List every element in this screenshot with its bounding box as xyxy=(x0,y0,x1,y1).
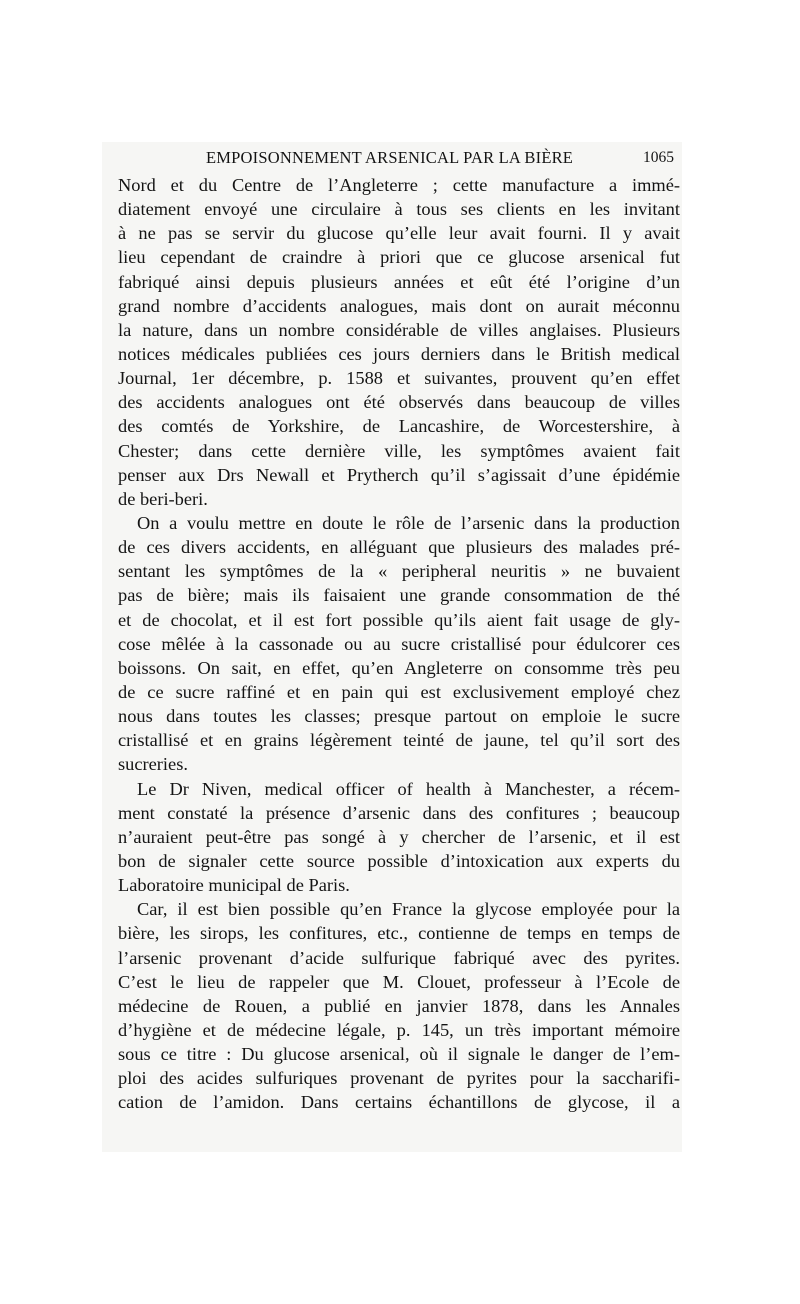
text-line: des comtés de Yorkshire, de Lancashire, de Worcestershire, à xyxy=(118,416,680,437)
text-line: Chester; dans cette dernière ville, les symptômes avaient fait xyxy=(118,440,680,461)
text-line: cose mêlée à la cassonade ou au sucre cristallisé pour édulcorer ces xyxy=(118,633,680,654)
text-line: Le Dr Niven, medical officer of health à Manchester, a récem- xyxy=(137,778,680,799)
text-line: sentant les symptômes de la « peripheral neuritis » ne buvaient xyxy=(118,561,680,582)
text-line: notices médicales publiées ces jours derniers dans le British medical xyxy=(118,343,680,364)
text-line: nous dans toutes les classes; presque partout on emploie le sucre xyxy=(118,706,680,727)
text-line: d’hygiène et de médecine légale, p. 145, un très important mémoire xyxy=(118,1019,680,1040)
text-line: Nord et du Centre de l’Angleterre ; cette manufacture a immé- xyxy=(118,175,680,195)
text-line: lieu cependant de craindre à priori que ce glucose arsenical fut xyxy=(118,247,680,268)
text-line: n’auraient peut-être pas songé à y chercher de l’arsenic, et il est xyxy=(118,826,680,847)
text-line: ploi des acides sulfuriques provenant de pyrites pour la saccharifi- xyxy=(118,1068,680,1089)
text-line: sucreries. xyxy=(118,754,188,775)
body-text xyxy=(118,173,680,1114)
running-head xyxy=(102,146,682,172)
text-line: des accidents analogues ont été observés dans beaucoup de villes xyxy=(118,392,680,413)
text-line: Journal, 1er décembre, p. 1588 et suivantes, prouvent qu’en effet xyxy=(118,368,680,389)
text-line: boissons. On sait, en effet, qu’en Angleterre on consomme très peu xyxy=(118,657,680,678)
text-line: diatement envoyé une circulaire à tous ses clients en les invitant xyxy=(118,199,680,220)
text-line: bon de signaler cette source possible d’intoxication aux experts du xyxy=(118,850,680,871)
paragraph xyxy=(118,511,680,777)
text-line: ment constaté la présence d’arsenic dans des confitures ; beaucoup xyxy=(118,802,680,823)
text-line: cation de l’amidon. Dans certains échantillons de glycose, il a xyxy=(118,1092,680,1113)
paragraph xyxy=(118,897,680,1114)
text-line: de beri-beri. xyxy=(118,488,208,509)
text-line: la nature, dans un nombre considérable de villes anglaises. Plusieurs xyxy=(118,319,680,340)
text-line: Car, il est bien possible qu’en France la glycose employée pour la xyxy=(137,899,680,920)
book-page xyxy=(102,142,682,1152)
text-line: On a voulu mettre en doute le rôle de l’arsenic dans la production xyxy=(137,512,680,533)
text-line: pas de bière; mais ils faisaient une grande consommation de thé xyxy=(118,585,680,606)
text-line: Laboratoire municipal de Paris. xyxy=(118,875,350,896)
text-line: penser aux Drs Newall et Prytherch qu’il s’agissait d’une épidémie xyxy=(118,464,680,485)
text-line: médecine de Rouen, a publié en janvier 1878, dans les Annales xyxy=(118,995,680,1016)
paragraph xyxy=(118,173,680,511)
running-title: EMPOISONNEMENT ARSENICAL PAR LA BIÈRE xyxy=(206,148,574,167)
text-line: de ces divers accidents, en alléguant que plusieurs des malades pré- xyxy=(118,537,680,558)
text-line: et de chocolat, et il est fort possible qu’ils aient fait usage de gly- xyxy=(118,609,680,630)
text-line: de ce sucre raffiné et en pain qui est exclusivement employé chez xyxy=(118,681,680,702)
text-line: sous ce titre : Du glucose arsenical, où il signale le danger de l’em- xyxy=(118,1044,680,1065)
text-line: cristallisé et en grains légèrement teinté de jaune, tel qu’il sort des xyxy=(118,730,680,751)
paragraph xyxy=(118,777,680,898)
text-line: bière, les sirops, les confitures, etc., contienne de temps en temps de xyxy=(118,923,680,944)
text-line: C’est le lieu de rappeler que M. Clouet, professeur à l’Ecole de xyxy=(118,971,680,992)
text-line: fabriqué ainsi depuis plusieurs années et eût été l’origine d’un xyxy=(118,271,680,292)
text-line: l’arsenic provenant d’acide sulfurique fabriqué avec des pyrites. xyxy=(118,947,680,968)
page-number: 1065 xyxy=(643,149,674,166)
text-line: à ne pas se servir du glucose qu’elle leur avait fourni. Il y avait xyxy=(118,223,680,244)
text-line: grand nombre d’accidents analogues, mais dont on aurait méconnu xyxy=(118,295,680,316)
